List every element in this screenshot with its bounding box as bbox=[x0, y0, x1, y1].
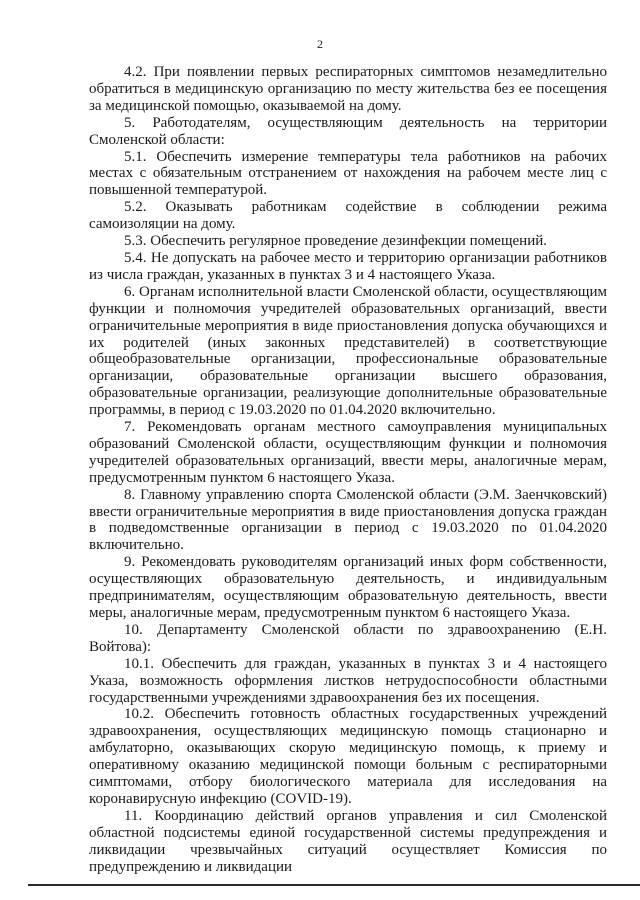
paragraph-8: 8. Главному управлению спорта Смоленской области (Э.М. Заенчковский) ввести ограничительные мероприятия в виде приостановления допуска граждан в подведомственные организации в период с 19.03.2020 по 01.04.2020 включительно. bbox=[89, 486, 607, 554]
paragraph-5-4: 5.4. Не допускать на рабочее место и территорию организации работников из числа граждан, указанных в пунктах 3 и 4 настоящего Указа. bbox=[89, 249, 607, 283]
paragraph-5-2: 5.2. Оказывать работникам содействие в соблюдении режима самоизоляции на дому. bbox=[89, 199, 607, 233]
paragraph-9: 9. Рекомендовать руководителям организаций иных форм собственности, осуществляющих образовательную деятельность, и индивидуальным предпринимателям, осуществляющим образовательную деятельность, ввести меры, аналогичные мерам, предусмотренным пунктом 6 настоящего Указа. bbox=[89, 554, 607, 621]
paragraph-4-2: 4.2. При появлении первых респираторных симптомов незамедлительно обратиться в медицинскую организацию по месту жительства без ее посещения за медицинской помощью, оказываемой на дому. bbox=[89, 64, 607, 114]
paragraph-5: 5. Работодателям, осуществляющим деятельность на территории Смоленской области: bbox=[89, 114, 607, 148]
paragraph-5-1: 5.1. Обеспечить измерение температуры тела работников на рабочих местах с обязательным отстранением от нахождения на рабочем месте лиц с повышенной температурой. bbox=[89, 148, 607, 199]
paragraph-5-3: 5.3. Обеспечить регулярное проведение дезинфекции помещений. bbox=[124, 233, 548, 250]
body-text bbox=[89, 64, 607, 876]
paragraph-6: 6. Органам исполнительной власти Смоленской области, осуществляющим функции и полномочия учредителей образовательных организаций, ввести ограничительные мероприятия в виде приостановления допуска обучающихся и их родителей (иных законных представителей) в соответствующие общеобразовательные организации, профессиональные образовательные организации, образовательные организации высшего образования, образовательные организации, реализующие дополнительные образовательные программы, в период с 19.03.2020 по 01.04.2020 включительно. bbox=[89, 283, 607, 419]
paragraph-10-2: 10.2. Обеспечить готовность областных государственных учреждений здравоохранения, осуществляющих медицинскую помощь стационарно и амбулаторно, оказывающих скорую медицинскую помощь, к приему и оперативному оказанию медицинской помощи больным с респираторными симптомами, отбору биологического материала для исследования на коронавирусную инфекцию (COVID-19). bbox=[89, 706, 607, 807]
paragraph-11: 11. Координацию действий органов управления и сил Смоленской областной подсистемы единой государственной системы предупреждения и ликвидации чрезвычайных ситуаций осуществляет Комиссия по предупреждению и ликвидации bbox=[89, 807, 607, 875]
page-number: 2 bbox=[317, 37, 323, 51]
paragraph-10: 10. Департаменту Смоленской области по здравоохранению (Е.Н. Войтова): bbox=[89, 621, 607, 655]
page-bottom-rule bbox=[28, 884, 640, 886]
paragraph-7: 7. Рекомендовать органам местного самоуправления муниципальных образований Смоленской области, осуществляющим функции и полномочия учредителей образовательных организаций, ввести меры, аналогичные мерам, предусмотренным пунктом 6 настоящего Указа. bbox=[89, 419, 607, 486]
paragraph-10-1: 10.1. Обеспечить для граждан, указанных в пунктах 3 и 4 настоящего Указа, возможность оформления листков нетрудоспособности областными государственными учреждениями здравоохранения без их посещения. bbox=[89, 655, 607, 706]
